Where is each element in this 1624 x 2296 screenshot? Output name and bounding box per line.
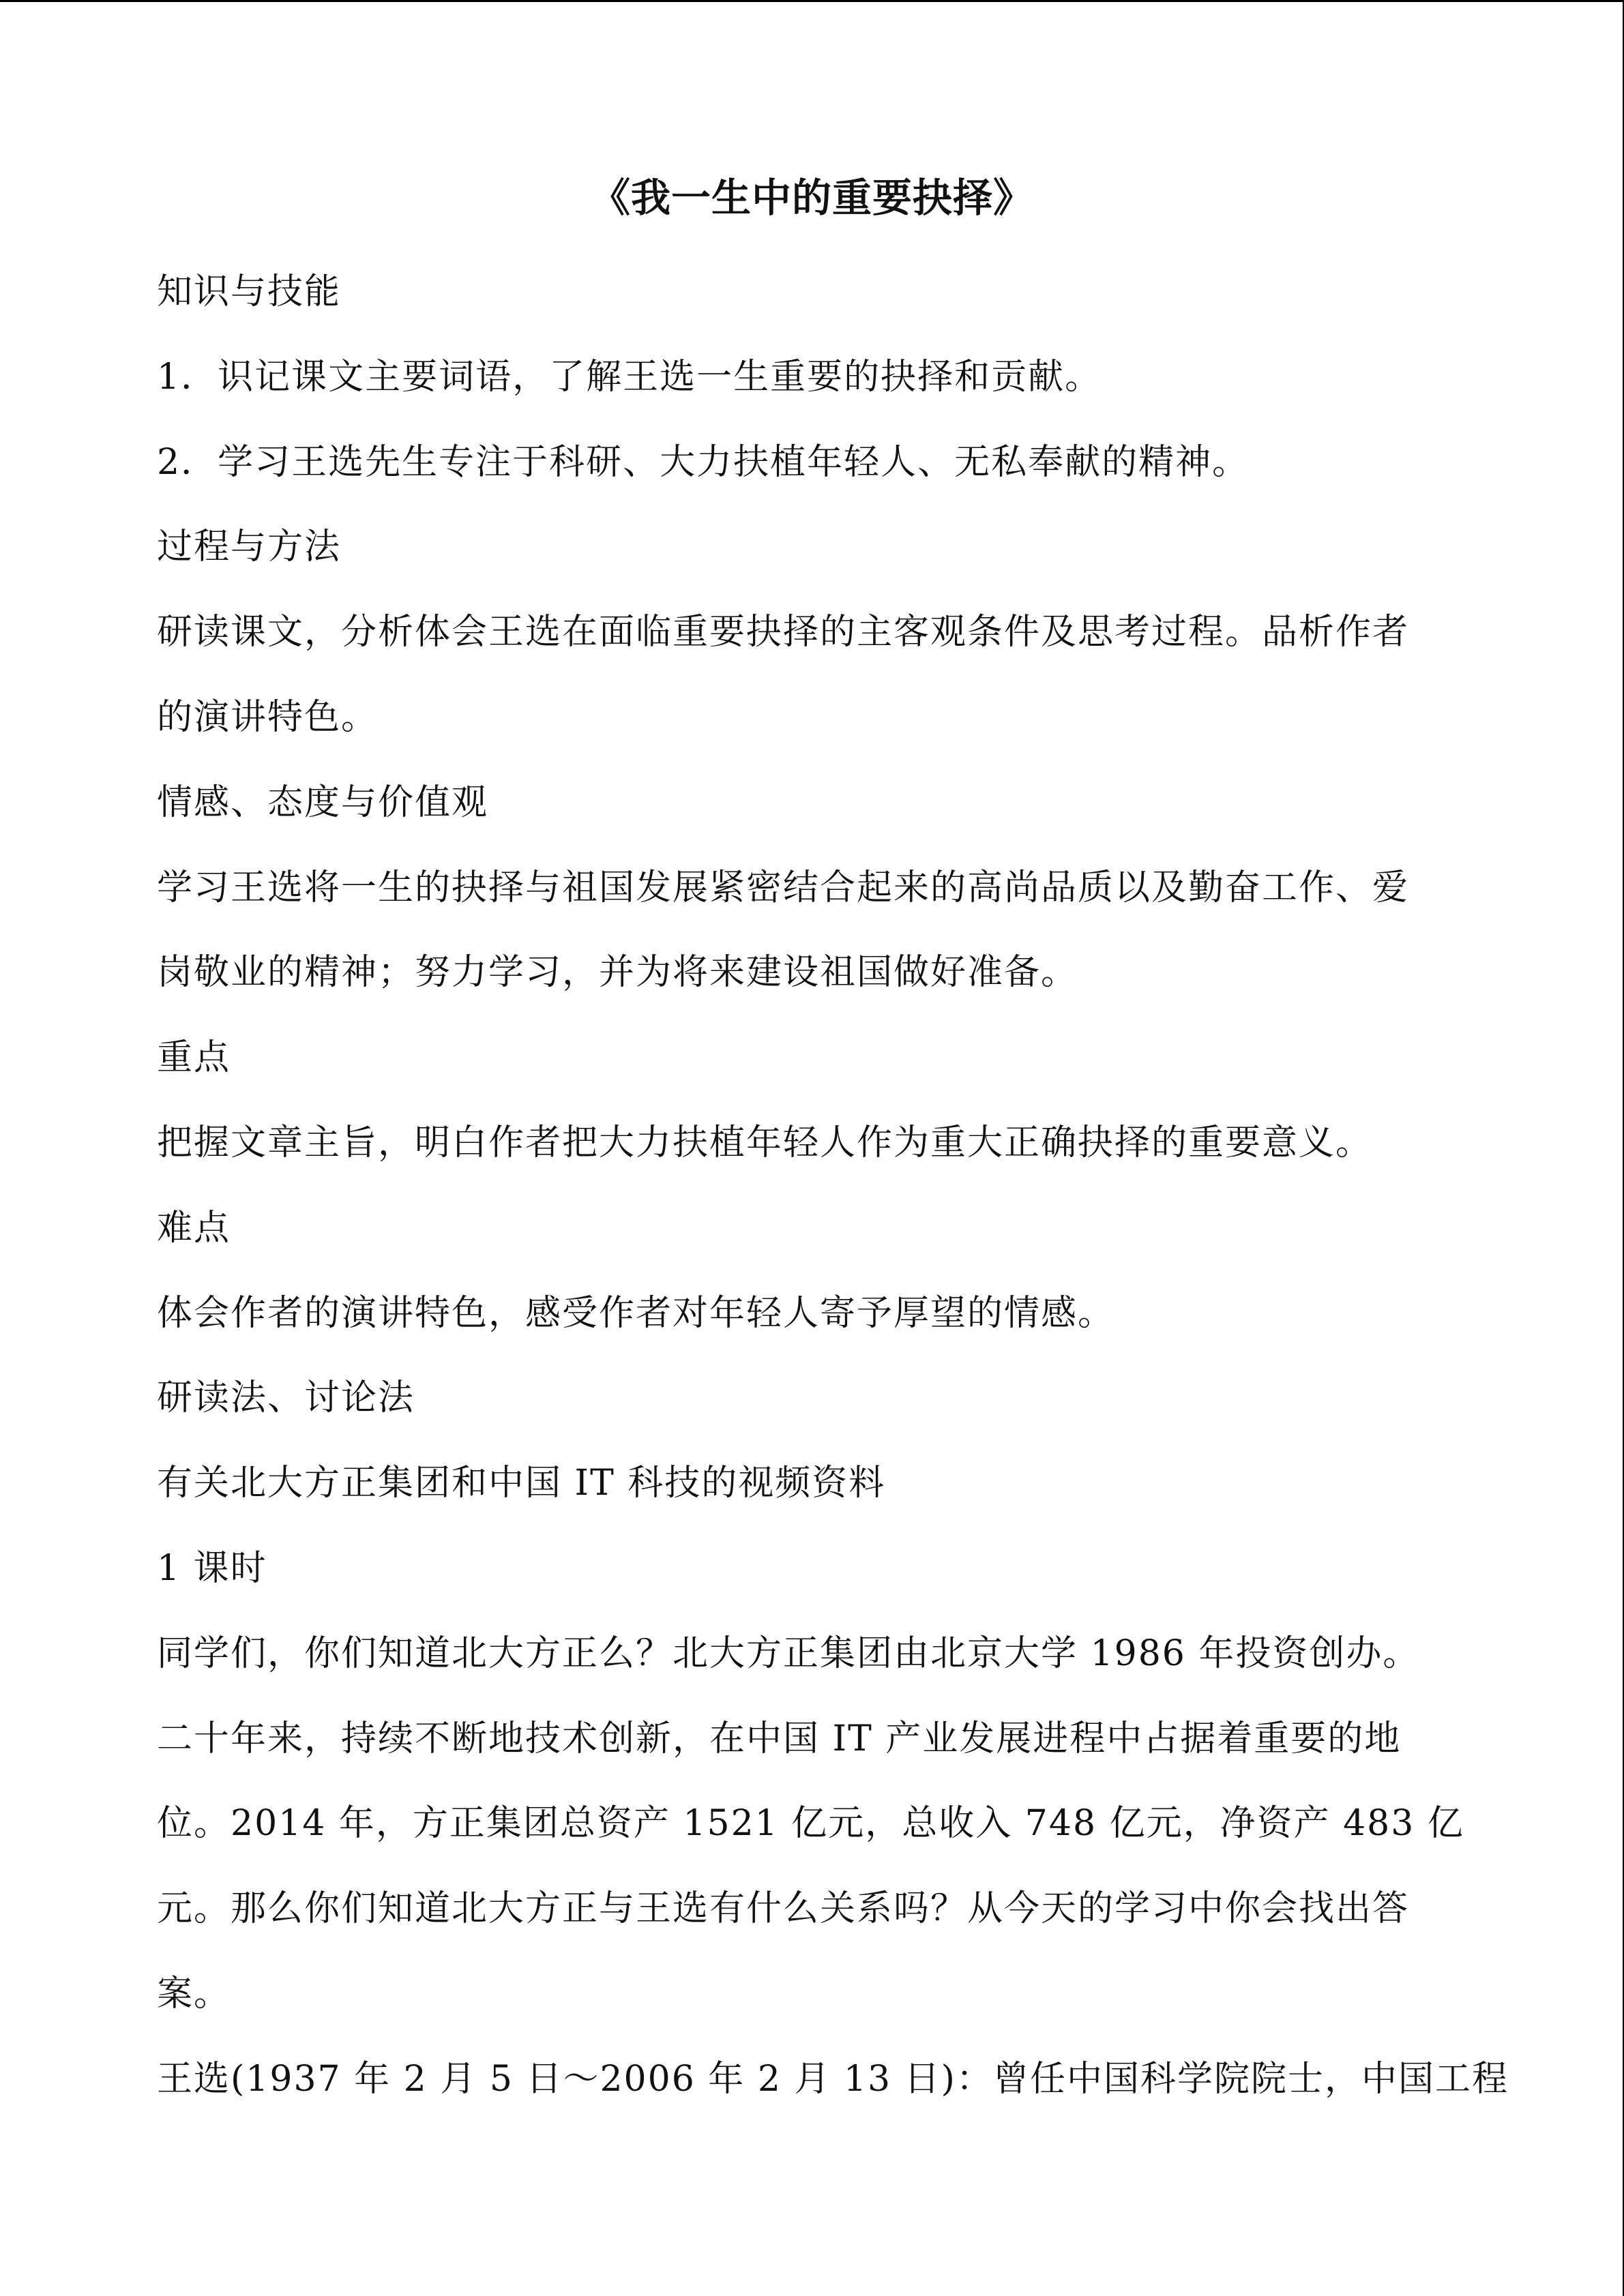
teaching-method-line: 研读法、讨论法 xyxy=(157,1377,415,1419)
body-text-line: 研读课文，分析体会王选在面临重要抉择的主客观条件及思考过程。品析作者 xyxy=(157,612,1410,653)
section-heading-process-method: 过程与方法 xyxy=(157,526,342,568)
section-heading-knowledge-skills: 知识与技能 xyxy=(157,271,342,312)
body-text-line: 位。2014 年，方正集团总资产 1521 亿元，总收入 748 亿元，净资产 483 亿 xyxy=(157,1803,1464,1845)
body-text-line: 元。那么你们知道北大方正与王选有什么关系吗？从今天的学习中你会找出答 xyxy=(157,1888,1410,1930)
body-text-line: 岗敬业的精神；努力学习，并为将来建设祖国做好准备。 xyxy=(157,952,1078,994)
body-text-line: 王选(1937 年 2 月 5 日～2006 年 2 月 13 日)：曾任中国科学院院士，中国工程 xyxy=(157,2058,1509,2100)
body-text-line: 同学们，你们知道北大方正么？北大方正集团由北京大学 1986 年投资创办。 xyxy=(157,1632,1420,1674)
page-top-border xyxy=(0,0,1624,2)
objective-item-2: 2．学习王选先生专注于科研、大力扶植年轻人、无私奉献的精神。 xyxy=(157,441,1250,483)
teaching-materials-line: 有关北大方正集团和中国 IT 科技的视频资料 xyxy=(157,1463,886,1504)
section-heading-emotion-values: 情感、态度与价值观 xyxy=(157,781,489,823)
body-text-line: 把握文章主旨，明白作者把大力扶植年轻人作为重大正确抉择的重要意义。 xyxy=(157,1122,1373,1163)
body-text-line: 的演讲特色。 xyxy=(157,696,379,738)
class-hours-line: 1 课时 xyxy=(157,1547,267,1589)
body-text-line: 学习王选将一生的抉择与祖国发展紧密结合起来的高尚品质以及勤奋工作、爱 xyxy=(157,867,1410,908)
section-heading-difficulties: 难点 xyxy=(157,1207,231,1249)
objective-item-1: 1．识记课文主要词语，了解王选一生重要的抉择和贡献。 xyxy=(157,356,1102,398)
body-text-line: 二十年来，持续不断地技术创新，在中国 IT 产业发展进程中占据着重要的地 xyxy=(157,1718,1402,1759)
document-title: 《我一生中的重要抉择》 xyxy=(590,175,1033,221)
body-text-line: 案。 xyxy=(157,1973,231,2014)
body-text-line: 体会作者的演讲特色，感受作者对年轻人寄予厚望的情感。 xyxy=(157,1292,1115,1334)
section-heading-key-points: 重点 xyxy=(157,1037,231,1079)
document-body xyxy=(157,250,1509,2122)
